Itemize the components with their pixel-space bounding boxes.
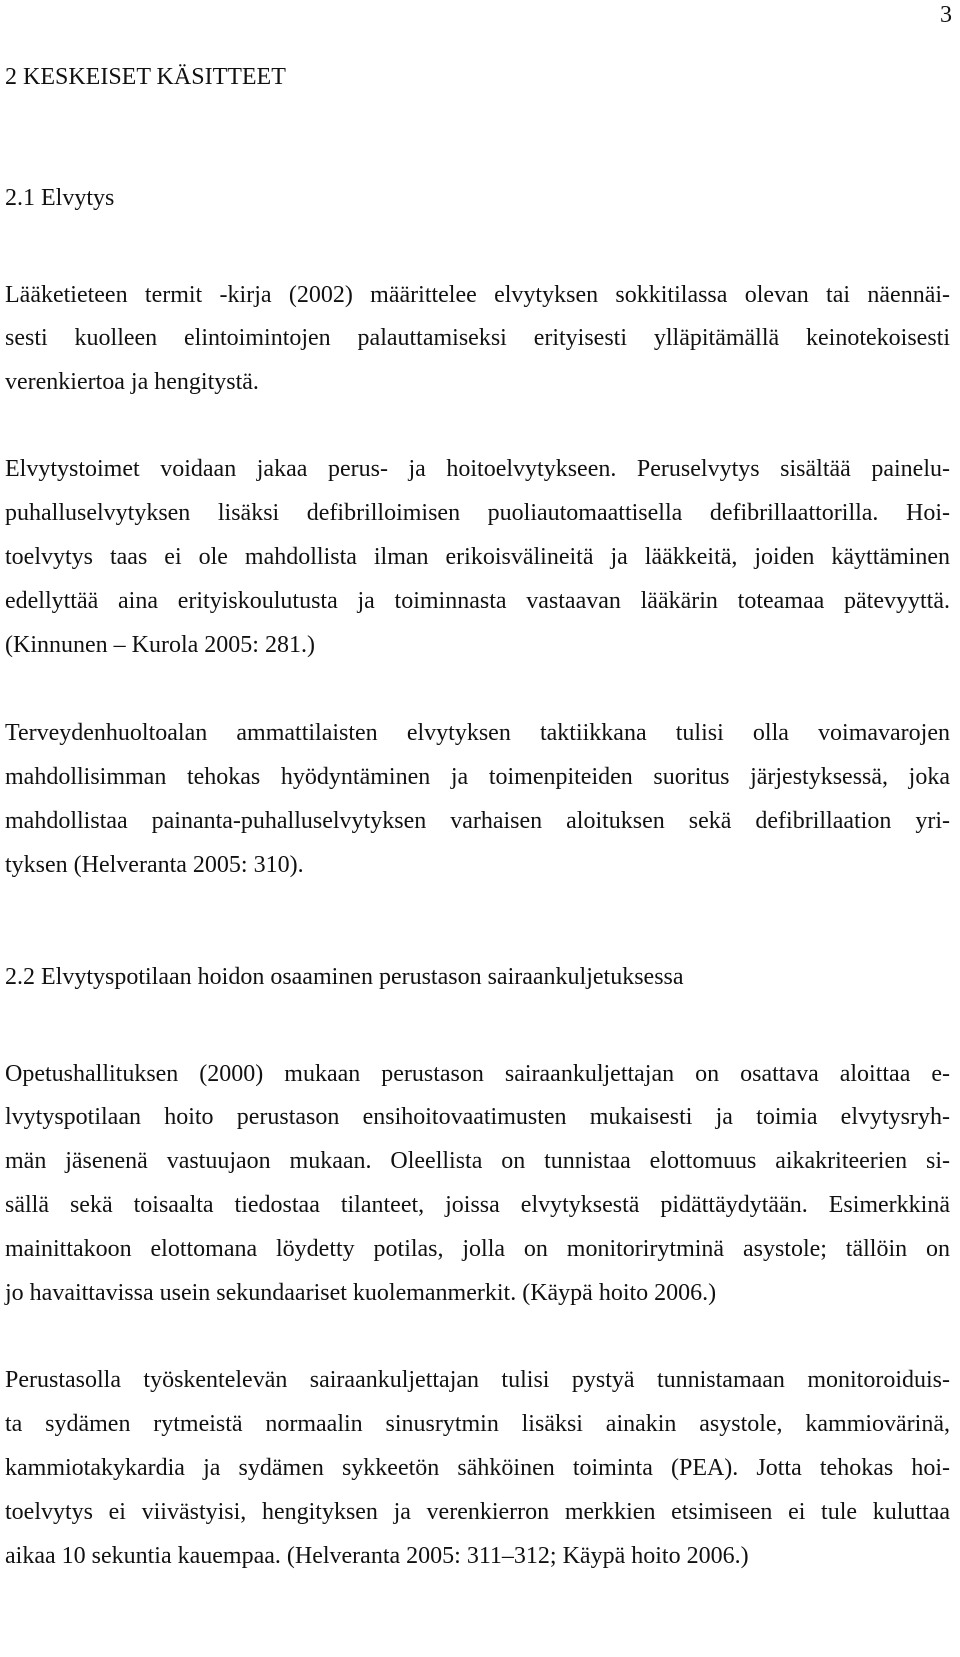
page-number: 3 [940, 2, 952, 28]
text-line: tyksen (Helveranta 2005: 310). [5, 852, 304, 878]
text-line: Terveydenhuoltoalan ammattilaisten elvytyksen taktiikkana tulisi olla voimavarojen [5, 720, 950, 746]
text-line: mahdollistaa painanta-puhalluselvytyksen varhaisen aloituksen sekä defibrillaation yri- [5, 808, 950, 834]
text-line: mahdollisimman tehokas hyödyntäminen ja toimenpiteiden suoritus järjestyksessä, joka [5, 764, 950, 790]
text-line: verenkiertoa ja hengitystä. [5, 369, 259, 395]
text-line: lvytyspotilaan hoito perustason ensihoitovaatimusten mukaisesti ja toimia elvytysryh- [5, 1104, 950, 1130]
text-line: edellyttää aina erityiskoulutusta ja toiminnasta vastaavan lääkärin toteamaa pätevyyttä. [5, 588, 950, 614]
text-line: (Kinnunen – Kurola 2005: 281.) [5, 632, 315, 658]
chapter-heading: 2 KESKEISET KÄSITTEET [5, 64, 286, 90]
text-line: aikaa 10 sekuntia kauempaa. (Helveranta 2005: 311–312; Käypä hoito 2006.) [5, 1543, 749, 1569]
text-line: Opetushallituksen (2000) mukaan perustason sairaankuljettajan on osattava aloittaa e- [5, 1061, 950, 1087]
section-heading-elvytyspotilaan-hoito: 2.2 Elvytyspotilaan hoidon osaaminen perustason sairaankuljetuksessa [5, 964, 684, 990]
text-line: jo havaittavissa usein sekundaariset kuolemanmerkit. (Käypä hoito 2006.) [5, 1280, 717, 1306]
section-heading-elvytys: 2.1 Elvytys [5, 185, 115, 211]
text-line: puhalluselvytyksen lisäksi defibrilloimisen puoliautomaattisella defibrillaattorilla. Hoi- [5, 500, 950, 526]
text-line: ta sydämen rytmeistä normaalin sinusrytmin lisäksi ainakin asystole, kammiovärinä, [5, 1411, 950, 1437]
text-line: Lääketieteen termit -kirja (2002) määrittelee elvytyksen sokkitilassa olevan tai näennäi- [5, 282, 950, 308]
text-line: toelvytys taas ei ole mahdollista ilman erikoisvälineitä ja lääkkeitä, joiden käyttäminen [5, 544, 950, 570]
text-line: mainittakoon elottomana löydetty potilas, jolla on monitorirytminä asystole; tällöin on [5, 1236, 950, 1262]
text-line: Elvytystoimet voidaan jakaa perus- ja hoitoelvytykseen. Peruselvytys sisältää painelu- [5, 456, 950, 482]
text-line: kammiotakykardia ja sydämen sykkeetön sähköinen toiminta (PEA). Jotta tehokas hoi- [5, 1455, 950, 1481]
text-line: Perustasolla työskentelevän sairaankuljettajan tulisi pystyä tunnistamaan monitoroiduis- [5, 1367, 950, 1393]
text-line: sällä sekä toisaalta tiedostaa tilanteet, joissa elvytyksestä pidättäydytään. Esimerkkinä [5, 1192, 950, 1218]
text-line: män jäsenenä vastuujaon mukaan. Oleellista on tunnistaa elottomuus aikakriteerien si- [5, 1148, 950, 1174]
text-line: sesti kuolleen elintoimintojen palauttamiseksi erityisesti ylläpitämällä keinotekoisesti [5, 325, 950, 351]
text-line: toelvytys ei viivästyisi, hengityksen ja verenkierron merkkien etsimiseen ei tule kuluttaa [5, 1499, 950, 1525]
